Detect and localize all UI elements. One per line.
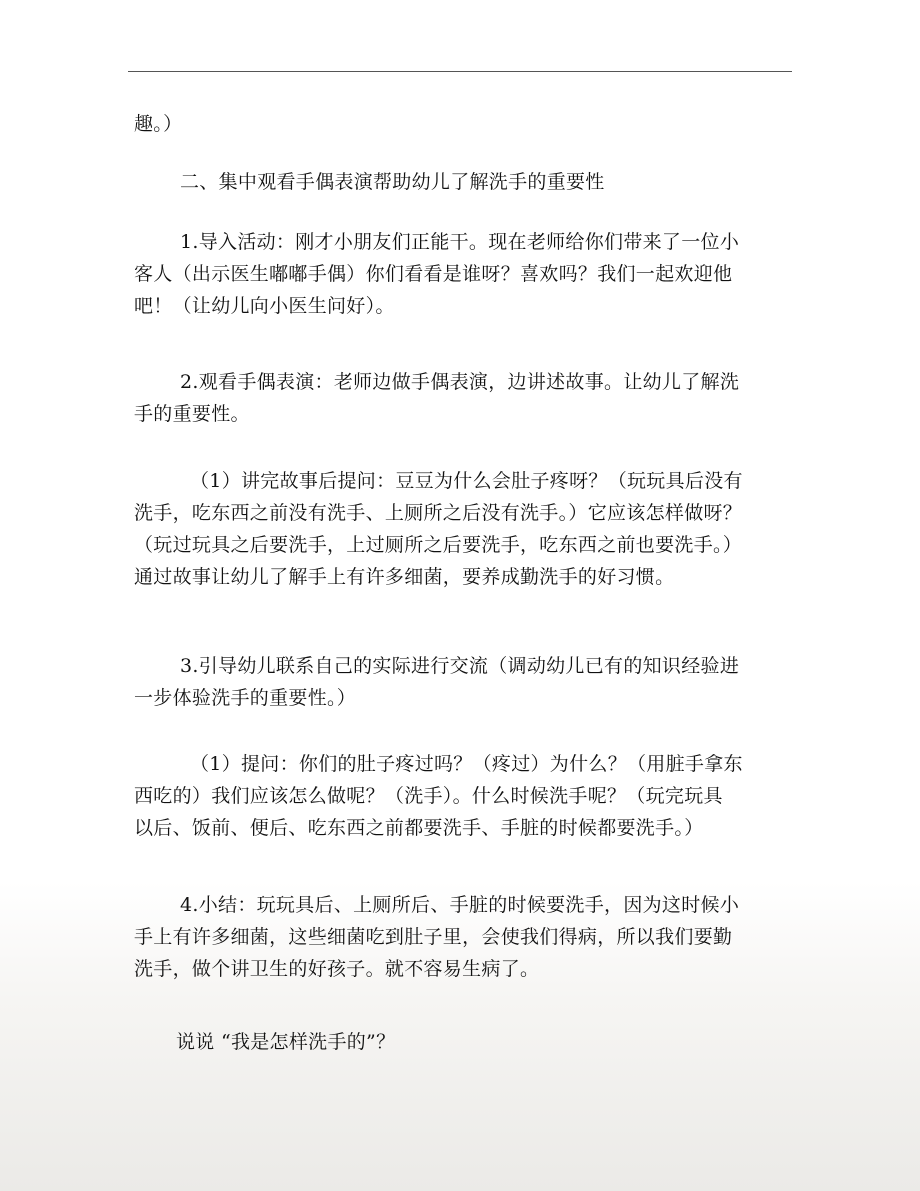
text-line: 2.观看手偶表演：老师边做手偶表演，边讲述故事。让幼儿了解洗: [180, 371, 740, 393]
paragraph-discussion: [134, 1026, 800, 1058]
paragraph-intro-activity: [134, 226, 800, 322]
text-line: 3.引导幼儿联系自己的实际进行交流（调动幼儿已有的知识经验进: [180, 655, 740, 677]
section-heading: [134, 166, 800, 198]
text-line: 以后、饭前、便后、吃东西之前都要洗手、手脏的时候都要洗手。）: [134, 817, 704, 839]
text-line: 通过故事让幼儿了解手上有许多细菌，要养成勤洗手的好习惯。: [134, 566, 675, 588]
paragraph-guide-exchange: [134, 650, 800, 714]
paragraph-ask-question: [134, 748, 800, 844]
header-rule: [128, 71, 792, 72]
text-line: 二、集中观看手偶表演帮助幼儿了解洗手的重要性: [180, 171, 605, 193]
text-line: （1）提问：你们的肚子疼过吗？（疼过）为什么？（用脏手拿东: [190, 753, 743, 775]
text-line: 说说 “我是怎样洗手的”？: [176, 1031, 396, 1053]
text-line: （玩过玩具之后要洗手，上过厕所之后要洗手，吃东西之前也要洗手。）: [134, 534, 743, 556]
paragraph-story-question: [134, 465, 800, 593]
text-line: 手上有许多细菌，这些细菌吃到肚子里，会使我们得病，所以我们要勤: [134, 926, 733, 948]
text-line: 西吃的）我们应该怎么做呢？（洗手）。什么时候洗手呢？（玩完玩具: [134, 785, 723, 807]
text-line: 洗手，做个讲卫生的好孩子。就不容易生病了。: [134, 958, 540, 980]
text-line: （1）讲完故事后提问：豆豆为什么会肚子疼呀？（玩玩具后没有: [190, 470, 743, 492]
paragraph-summary: [134, 889, 800, 985]
text-line: 1.导入活动：刚才小朋友们正能干。现在老师给你们带来了一位小: [180, 231, 740, 253]
text-line: 4.小结：玩玩具后、上厕所后、手脏的时候要洗手，因为这时候小: [180, 894, 740, 916]
text-line: 洗手，吃东西之前没有洗手、上厕所之后没有洗手。）它应该怎样做呀？: [134, 502, 743, 524]
text-line: 趣。）: [134, 113, 183, 135]
text-line: 吧！（让幼儿向小医生问好）。: [134, 295, 395, 317]
text-line: 客人（出示医生嘟嘟手偶）你们看看是谁呀？喜欢吗？我们一起欢迎他: [134, 263, 733, 285]
paragraph-puppet-show: [134, 366, 800, 430]
paragraph-continuation: [134, 108, 800, 140]
text-line: 一步体验洗手的重要性。）: [134, 687, 357, 709]
text-line: 手的重要性。: [134, 403, 250, 425]
